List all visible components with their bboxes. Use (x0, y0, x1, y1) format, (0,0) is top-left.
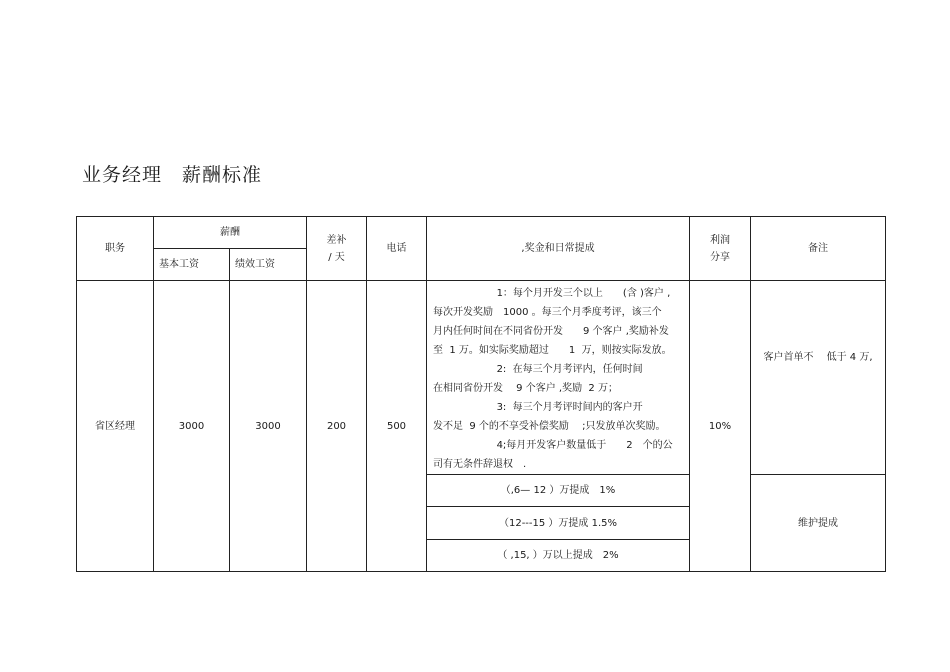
bonus-line: 司有无条件辞退权 . (433, 459, 527, 470)
header-profit-share (690, 217, 751, 281)
bonus-line: 每次开发奖励 1000 。每三个月季度考评，该三个 (433, 307, 662, 318)
bonus-line: 1：每个月开发三个以上 (含 )客户 , (433, 288, 671, 299)
header-phone: 电话 (367, 217, 427, 281)
bonus-line: 3: 每三个月考评时间内的客户开 (433, 402, 643, 413)
salary-table (76, 216, 886, 572)
header-profit-line1: 利润 (710, 234, 730, 246)
bonus-line: 发不足 9 个的不享受补偿奖励 ;只发放单次奖励。 (433, 421, 666, 432)
header-position: 职务 (77, 217, 154, 281)
cell-tier-1: （,6— 12 ）万提成 1% (427, 475, 690, 507)
header-allowance (307, 217, 367, 281)
header-bonus: ,奖金和日常提成 (427, 217, 690, 281)
header-allowance-line2: / 天 (328, 251, 345, 263)
header-salary: 薪酬 (154, 217, 307, 249)
bonus-line: 2: 在每三个月考评内，任何时间 (433, 364, 643, 375)
header-performance-salary: 绩效工资 (230, 249, 307, 281)
cell-remark-first-order: 客户首单不 低于 4 万, (751, 281, 886, 475)
cell-remark-maintenance: 维护提成 (751, 475, 886, 572)
cell-tier-2: （12---15 ）万提成 1.5% (427, 507, 690, 540)
cell-tier-3: （ ,15, ）万以上提成 2% (427, 540, 690, 572)
bonus-line: 月内任何时间在不同省份开发 9 个客户 ,奖励补发 (433, 326, 669, 337)
header-profit-line2: 分享 (710, 251, 730, 263)
header-base-salary: 基本工资 (154, 249, 230, 281)
cell-phone: 500 (367, 281, 427, 572)
cell-performance-salary: 3000 (230, 281, 307, 572)
bonus-line: 在相同省份开发 9 个客户 ,奖励 2 万； (433, 383, 618, 394)
cell-allowance: 200 (307, 281, 367, 572)
header-remarks: 备注 (751, 217, 886, 281)
cell-profit-share: 10% (690, 281, 751, 572)
bonus-line: 至 1 万。如实际奖励超过 1 万，则按实际发放。 (433, 345, 672, 356)
cell-position: 省区经理 (77, 281, 154, 572)
cell-base-salary: 3000 (154, 281, 230, 572)
page-title: 业务经理 薪酬标准 (82, 164, 263, 186)
cell-bonus-details (427, 281, 690, 475)
bonus-line: 4;每月开发客户数量低于 2 个的公 (433, 440, 673, 451)
header-allowance-line1: 差补 (326, 234, 347, 246)
